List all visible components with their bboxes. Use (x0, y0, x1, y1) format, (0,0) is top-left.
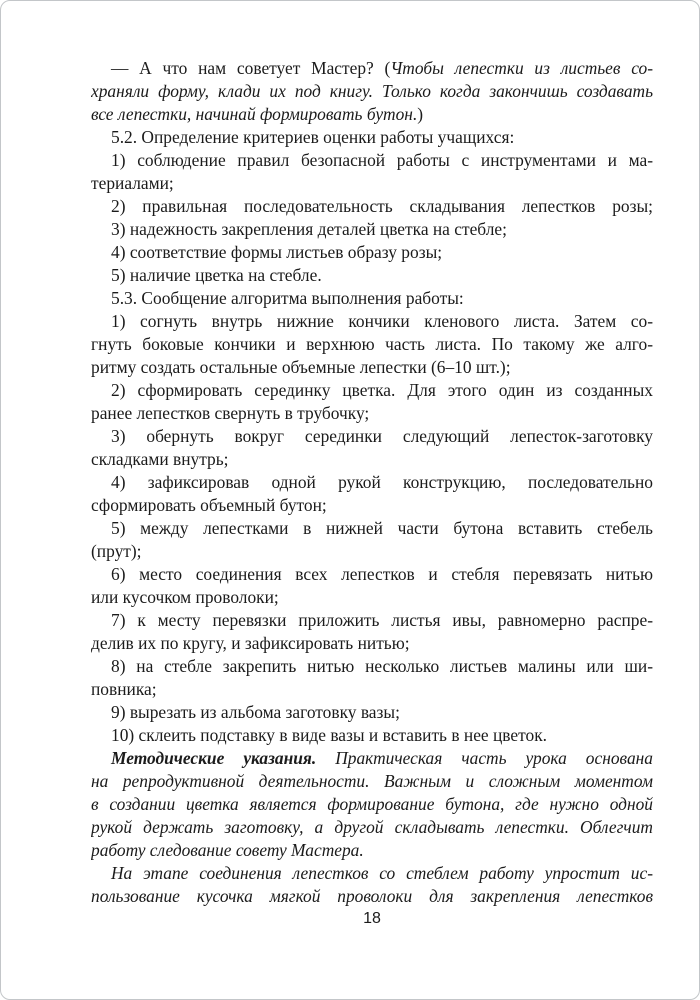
text-line (91, 425, 653, 448)
page-number: 18 (363, 910, 381, 927)
text-segment: в создании цветка является формирование бутона, где нужно одной (91, 794, 653, 814)
text-line (91, 356, 653, 379)
text-line (91, 57, 653, 80)
text-line (91, 885, 653, 908)
text-line (91, 103, 653, 126)
text-line (91, 586, 653, 609)
text-line (91, 678, 653, 701)
text-segment: 5.3. Сообщение алгоритма выполнения работы: (111, 288, 464, 308)
text-line (91, 448, 653, 471)
text-line (91, 540, 653, 563)
text-segment: 1) соблюдение правил безопасной работы с инструментами и ма- (111, 150, 653, 170)
text-segment: 2) сформировать серединку цветка. Для этого один из созданных (111, 380, 653, 400)
text-line (91, 264, 653, 287)
text-line (91, 494, 653, 517)
text-segment: Практическая часть урока основана (335, 748, 653, 768)
text-segment: 4) зафиксировав одной рукой конструкцию, последовательно (111, 472, 653, 492)
text-segment: Чтобы лепестки из листьев со- (390, 58, 653, 78)
text-line (91, 747, 653, 770)
text-segment: На этапе соединения лепестков со стеблем работу упростит ис- (111, 863, 653, 883)
text-segment: гнуть боковые кончики и верхнюю часть листа. По такому же алго- (91, 334, 653, 354)
text-line (91, 724, 653, 747)
text-segment: на репродуктивной деятельности. Важным и сложным моментом (91, 771, 653, 791)
text-line (91, 839, 653, 862)
text-line (91, 287, 653, 310)
text-line (91, 793, 653, 816)
text-line (91, 195, 653, 218)
text-segment: 4) соответствие формы листьев образу розы; (111, 242, 443, 262)
text-line (91, 701, 653, 724)
text-line (91, 609, 653, 632)
text-line (91, 241, 653, 264)
text-segment: ) (417, 104, 424, 124)
text-segment: Методические указания. (111, 748, 336, 768)
text-segment: 1) согнуть внутрь нижние кончики кленового листа. Затем со- (111, 311, 653, 331)
text-segment: 6) место соединения всех лепестков и стебля перевязать нитью (111, 564, 653, 584)
text-segment: пользование кусочка мягкой проволоки для закрепления лепестков (91, 886, 653, 906)
text-segment: териалами; (91, 173, 174, 193)
text-line (91, 655, 653, 678)
text-segment: работу следование совету Мастера. (91, 840, 364, 860)
text-segment: ритму создать остальные объемные лепестки (6–10 шт.); (91, 357, 511, 377)
text-line (91, 126, 653, 149)
text-segment: рукой держать заготовку, а другой складывать лепестки. Облегчит (91, 817, 653, 837)
text-line (91, 632, 653, 655)
text-line (91, 149, 653, 172)
text-segment: 5.2. Определение критериев оценки работы учащихся: (111, 127, 515, 147)
text-line (91, 310, 653, 333)
text-line (91, 402, 653, 425)
text-segment: 5) наличие цветка на стебле. (111, 265, 322, 285)
text-segment: все лепестки, начинай формировать бутон. (91, 104, 418, 124)
text-segment: 2) правильная последовательность складывания лепестков розы; (111, 196, 653, 216)
text-segment: делив их по кругу, и зафиксировать нитью; (91, 633, 410, 653)
text-line (91, 563, 653, 586)
text-segment: 8) на стебле закрепить нитью несколько листьев малины или ши- (111, 656, 653, 676)
text-segment: храняли форму, клади их под книгу. Только когда закончишь создавать (91, 81, 653, 101)
text-line (91, 770, 653, 793)
text-segment: повника; (91, 679, 157, 699)
text-segment: 3) обернуть вокруг серединки следующий лепесток-заготовку (111, 426, 653, 446)
text-line (91, 172, 653, 195)
text-line (91, 80, 653, 103)
text-line (91, 517, 653, 540)
text-segment: сформировать объемный бутон; (91, 495, 327, 515)
text-line (91, 218, 653, 241)
text-line (91, 862, 653, 885)
text-line (91, 333, 653, 356)
text-segment: 5) между лепестками в нижней части бутона вставить стебель (111, 518, 653, 538)
text-line (91, 379, 653, 402)
text-line (91, 471, 653, 494)
text-segment: 3) надежность закрепления деталей цветка на стебле; (111, 219, 507, 239)
text-segment: складками внутрь; (91, 449, 229, 469)
text-block (91, 57, 653, 908)
text-segment: (прут); (91, 541, 142, 561)
text-segment: 7) к месту перевязки приложить листья ивы, равномерно распре- (111, 610, 653, 630)
text-segment: 9) вырезать из альбома заготовку вазы; (111, 702, 400, 722)
text-line (91, 816, 653, 839)
text-segment: или кусочком проволоки; (91, 587, 279, 607)
text-segment: 10) склеить подставку в виде вазы и вставить в нее цветок. (111, 725, 547, 745)
text-segment: — А что нам советует Мастер? ( (111, 58, 391, 78)
text-segment: ранее лепестков свернуть в трубочку; (91, 403, 370, 423)
